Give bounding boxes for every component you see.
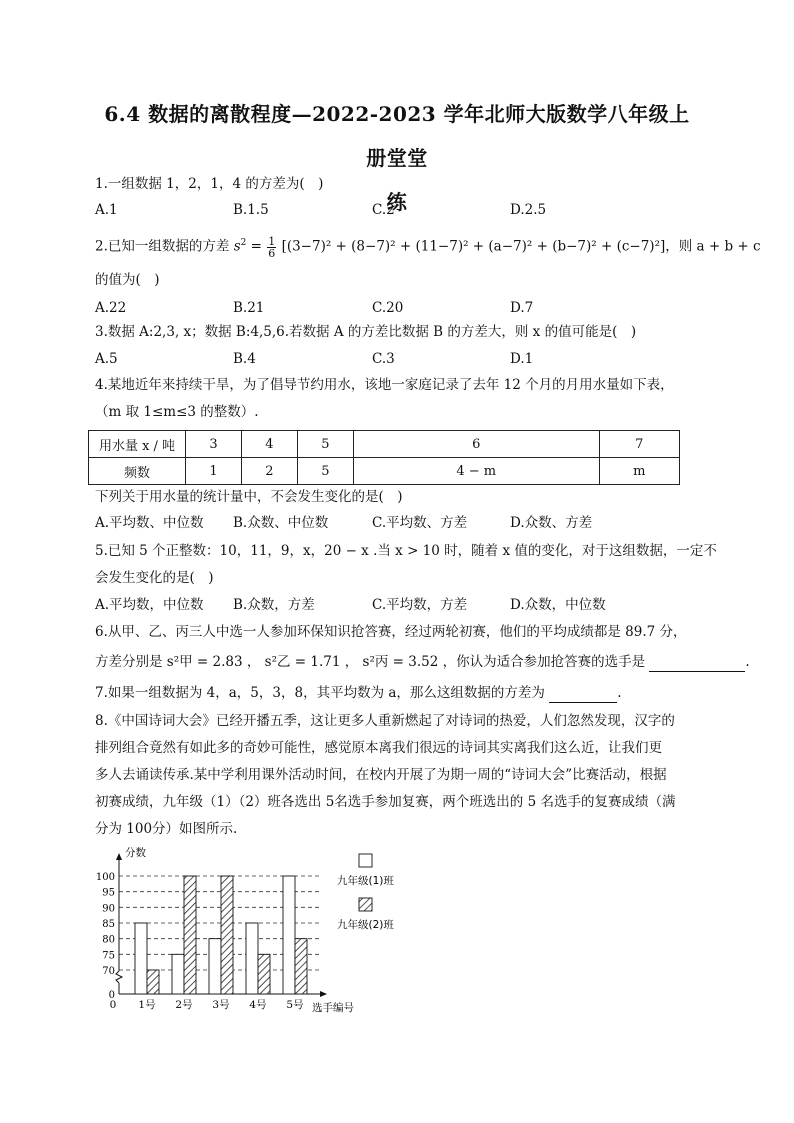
q5-stem-line2: 会发生变化的是( ): [95, 570, 214, 586]
q4-option-d: D.众数、方差: [510, 515, 593, 531]
table-header-cell: 频数: [89, 458, 186, 485]
table-cell: 1: [186, 458, 242, 485]
table-cell: m: [599, 458, 679, 485]
q1-option-a: A.1: [95, 202, 118, 218]
bar-2: [295, 939, 307, 994]
title-line-2: 练: [386, 190, 408, 214]
q2-fraction: [267, 236, 276, 259]
q2-frac-num: 1: [268, 234, 276, 248]
table-cell: 5: [297, 458, 353, 485]
table-header-cell: 用水量 x / 吨: [89, 431, 186, 458]
q8-line: 多人去诵读传承.某中学利用课外活动时间，在校内开展了为期一周的“诗词大会”比赛活动，根据: [95, 767, 667, 783]
q4-option-a: A.平均数、中位数: [95, 515, 204, 531]
y-tick-label: 95: [102, 887, 115, 899]
q6-stem-line1: 6.从甲、乙、丙三人中选一人参加环保知识抢答赛，经过两轮初赛，他们的平均成绩都是 89.7 分，: [95, 624, 687, 640]
score-bar-chart: [95, 840, 435, 1018]
x-axis-label: 选手编号: [312, 1002, 354, 1014]
y-tick-label: 0: [108, 990, 115, 1001]
y-tick-label: 75: [102, 950, 115, 962]
q6-stem-line2: [95, 652, 750, 672]
table-cell: 5: [297, 431, 353, 458]
q7-text: 7.如果一组数据为 4，a，5，3，8，其平均数为 a，那么这组数据的方差为: [95, 685, 545, 701]
water-usage-table: [88, 430, 680, 485]
q3-option-d: D.1: [510, 351, 534, 367]
q4-stem-line2: （m 取 1≤m≤3 的整数）.: [95, 404, 259, 420]
table-cell: 3: [186, 431, 242, 458]
q2-option-c: C.20: [372, 300, 404, 316]
y-tick-label: 70: [102, 966, 115, 977]
q2-stem-line2: 的值为( ): [95, 272, 160, 288]
q6-line2-text: 方差分别是 s²甲 = 2.83 ， s²乙 = 1.71 ， s²丙 = 3.52 ，你认为适合参加抢答赛的选手是: [95, 654, 646, 670]
q3-option-a: A.5: [95, 351, 118, 367]
q4-option-b: B.众数、中位数: [233, 515, 329, 531]
y-tick-label: 90: [102, 903, 115, 915]
answer-blank: [649, 657, 745, 672]
q1-option-b: B.1.5: [233, 202, 269, 218]
legend-swatch: [359, 854, 372, 867]
q3-stem: 3.数据 A:2,3, x；数据 B:4,5,6.若数据 A 的方差比数据 B 的方差大，则 x 的值可能是( ): [95, 324, 637, 340]
table-cell: 6: [353, 431, 599, 458]
q1-option-d: D.2.5: [510, 202, 547, 218]
q8-line: 8.《中国诗词大会》已经开播五季，这让更多人重新燃起了对诗词的热爱，人们忽然发现，汉字的: [95, 713, 675, 729]
q2-option-a: A.22: [95, 300, 127, 316]
q3-option-c: C.3: [372, 351, 395, 367]
table-row: [89, 431, 680, 458]
table-cell: 2: [241, 458, 297, 485]
q4-after: 下列关于用水量的统计量中，不会发生变化的是( ): [95, 489, 403, 505]
legend-swatch: [359, 898, 372, 911]
x-axis-arrow: [320, 991, 327, 997]
answer-blank: [549, 688, 617, 703]
q5-option-b: B.众数，方差: [233, 597, 315, 613]
q2-stem: 2.已知一组数据的方差 $s^2$ = $\frac{1}{6}$ [(3−7)² + (8−7)² + (11−7)² + (a−7)² + (b−7)² + (c−7)²]，则 a + b + c: [95, 234, 761, 260]
x-tick-label: 3号: [212, 999, 230, 1011]
y-tick-label: 85: [102, 919, 115, 930]
q8-line: 排列组合竟然有如此多的奇妙可能性，感觉原本离我们很远的诗词其实离我们这么近，让我们更: [95, 740, 662, 756]
y-tick-label: 80: [102, 934, 115, 946]
bar-1: [172, 954, 184, 994]
q4-stem-line1: 4.某地近年来持续干旱，为了倡导节约用水，该地一家庭记录了去年 12 个月的月用水量如下表，: [95, 377, 674, 393]
table-cell: 4: [241, 431, 297, 458]
q5-option-d: D.众数，中位数: [510, 597, 606, 613]
origin-label: 0: [109, 999, 117, 1011]
q2-formula: [(3−7)² + (8−7)² + (11−7)² + (a−7)² + (b−7)² + (c−7)²]: [281, 238, 666, 255]
bar-1: [283, 876, 295, 994]
q7-end: .: [617, 685, 622, 701]
table-cell: 4 − m: [353, 458, 599, 485]
bar-1: [246, 923, 258, 994]
bar-1: [135, 923, 147, 994]
bar-2: [258, 954, 270, 994]
bar-1: [209, 939, 221, 994]
q8-line: 初赛成绩，九年级（1）（2）班各选出 5名选手参加复赛，两个班选出的 5 名选手的复赛成绩（满: [95, 794, 676, 810]
q6-end: .: [745, 654, 750, 670]
q8-line: 分为 100分）如图所示.: [95, 821, 238, 837]
x-tick-label: 1号: [138, 999, 156, 1011]
y-axis-arrow: [116, 853, 122, 860]
axis-break: [116, 971, 122, 983]
legend-label: 九年级(2)班: [337, 919, 394, 931]
table-row: [89, 458, 680, 485]
x-tick-label: 5号: [286, 999, 304, 1011]
y-axis-label: 分数: [125, 847, 146, 859]
legend-label: 九年级(1)班: [337, 875, 394, 887]
bar-2: [147, 970, 159, 994]
q2-option-d: D.7: [510, 300, 534, 316]
q4-option-c: C.平均数、方差: [372, 515, 468, 531]
q5-option-c: C.平均数，方差: [372, 597, 468, 613]
bar-2: [184, 876, 196, 994]
page-title: [95, 92, 699, 224]
q7-stem: [95, 683, 622, 703]
q3-option-b: B.4: [233, 351, 256, 367]
q5-stem-line1: 5.已知 5 个正整数：10，11，9，x，20 − x .当 x > 10 时，随着 x 值的变化，对于这组数据，一定不: [95, 543, 717, 559]
table-cell: 7: [599, 431, 679, 458]
x-tick-label: 4号: [249, 999, 267, 1011]
q5-option-a: A.平均数，中位数: [95, 597, 204, 613]
x-tick-label: 2号: [175, 999, 193, 1011]
q2-frac-den: 6: [268, 246, 276, 260]
bar-2: [221, 876, 233, 994]
q2-suffix: ，则 a + b + c: [665, 238, 761, 255]
y-tick-label: 100: [95, 872, 115, 883]
title-line-1: 6.4 数据的离散程度—2022-2023 学年北师大版数学八年级上册堂堂: [104, 102, 690, 170]
q1-stem: 1.一组数据 1，2，1，4 的方差为( ): [95, 176, 324, 192]
q1-option-c: C.2: [372, 202, 395, 218]
q2-prefix: 2.已知一组数据的方差: [95, 238, 230, 255]
q2-option-b: B.21: [233, 300, 265, 316]
